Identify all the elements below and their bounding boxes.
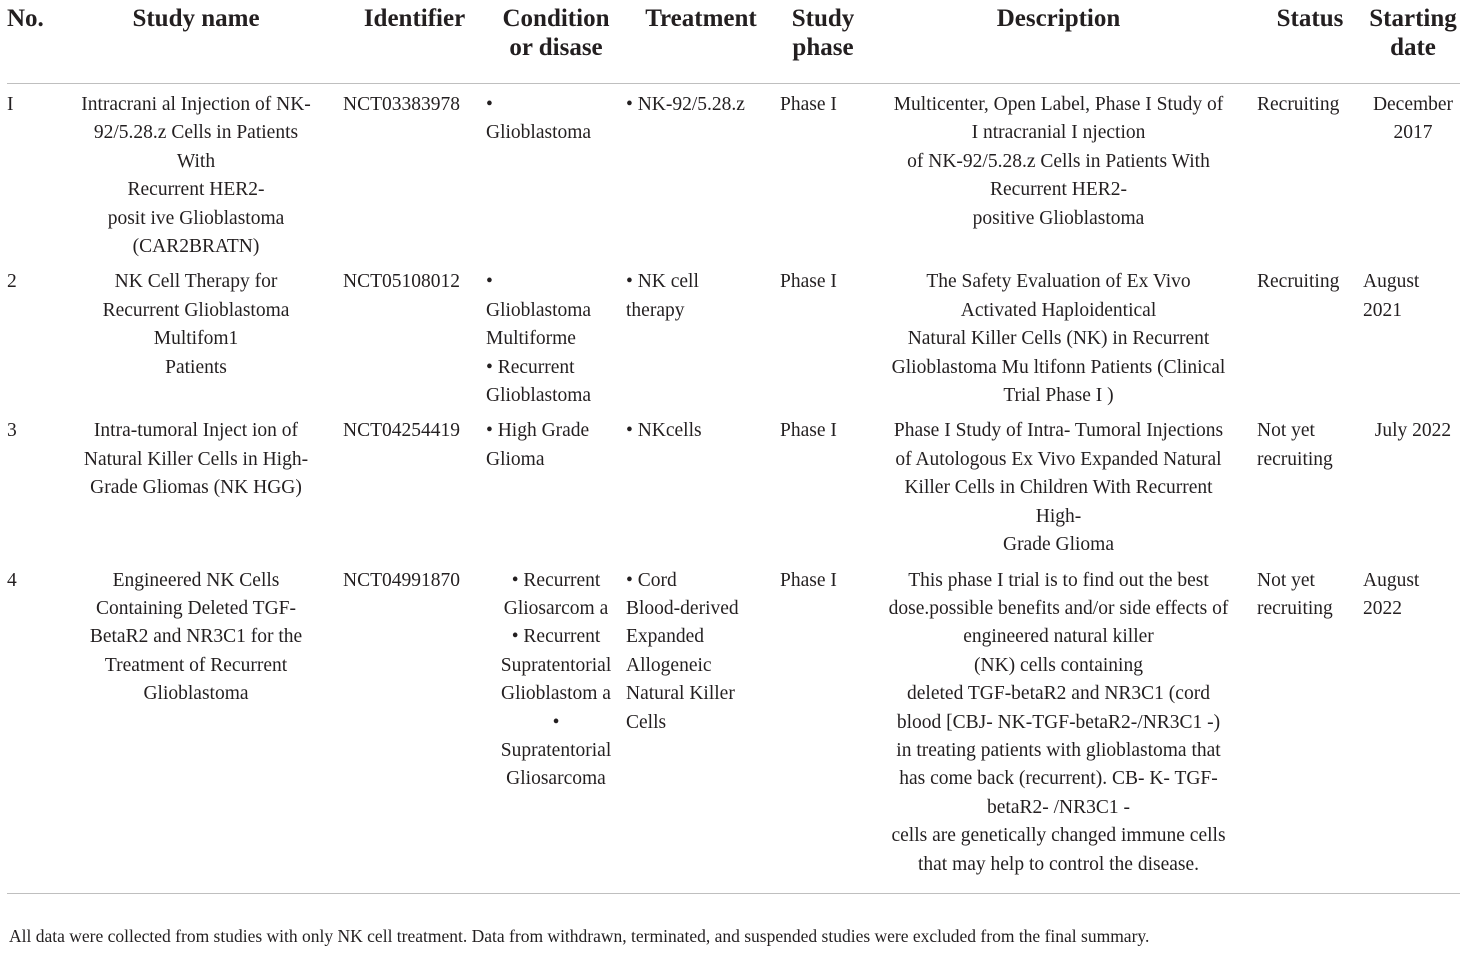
- cell-condition: • Recurrent Gliosarcom a • Recurrent Supratentorial Glioblastom a • Supratentorial Gliosarcoma: [486, 560, 626, 894]
- cell-description: This phase I trial is to find out the best dose.possible benefits and/or side effects of engineered natural killer (NK) cells containing deleted TGF-betaR2 and NR3C1 (cord blood [CBJ- NK-TGF-betaR2-/NR3C1 -) in treating patients with glioblastoma that has come back (recurrent). CB- K- TGF- betaR2- /NR3C1 - cells are genetically changed immune cells that may help to control the disease.: [866, 560, 1251, 894]
- cell-no: 2: [7, 271, 17, 293]
- table-row: [7, 560, 1460, 894]
- cell-identifier: NCT03383978: [343, 94, 460, 115]
- cell-condition: • High Grade Glioma: [486, 420, 590, 470]
- clinical-trials-table: [7, 0, 1460, 894]
- cell-study-phase: Phase I: [776, 560, 866, 894]
- cell-starting-date: August 2022: [1363, 560, 1460, 894]
- header-starting-date: Starting date: [1363, 0, 1460, 84]
- cell-study-phase: Phase I: [780, 271, 837, 293]
- cell-starting-date: December 2017: [1372, 94, 1454, 144]
- cell-study-phase: Phase I: [780, 420, 837, 442]
- cell-no: 4: [7, 560, 57, 894]
- cell-description: Phase I Study of Intra- Tumoral Injections of Autologous Ex Vivo Expanded Natural Killer Cells in Children With Recurrent High- Grade Glioma: [893, 420, 1224, 556]
- cell-study-phase: Phase I: [780, 94, 837, 115]
- cell-status: Not yet recruiting: [1251, 560, 1363, 894]
- cell-condition: • Glioblastoma: [486, 94, 592, 144]
- cell-condition: • Glioblastoma Multiforme • Recurrent Glioblastoma: [486, 271, 592, 407]
- cell-starting-date: August 2021: [1363, 271, 1420, 321]
- cell-study-name: NK Cell Therapy for Recurrent Glioblastoma Multifom1 Patients: [102, 271, 290, 378]
- cell-status: Recruiting: [1257, 271, 1340, 293]
- table-row: [7, 410, 1460, 559]
- cell-treatment: • NK-92/5.28.z: [626, 94, 745, 115]
- table-body: [7, 84, 1460, 894]
- cell-no: 3: [7, 420, 17, 442]
- cell-identifier: NCT05108012: [343, 271, 460, 293]
- cell-identifier: NCT04991870: [335, 560, 486, 894]
- cell-description: The Safety Evaluation of Ex Vivo Activated Haploidentical Natural Killer Cells (NK) in Recurrent Glioblastoma Mu ltifonn Patients (Clinical Trial Phase I ): [891, 271, 1226, 407]
- header-description: Description: [866, 0, 1251, 84]
- cell-identifier: NCT04254419: [343, 420, 460, 442]
- cell-study-name: Intra-tumoral Inject ion of Natural Killer Cells in High- Grade Gliomas (NK HGG): [83, 420, 309, 499]
- table-row: [7, 261, 1460, 410]
- table-row: [7, 84, 1460, 262]
- cell-status: Not yet recruiting: [1257, 420, 1333, 470]
- header-identifier: Identifier: [335, 0, 486, 84]
- header-study-name: Study name: [57, 0, 335, 84]
- header-study-phase: Study phase: [776, 0, 866, 84]
- header-treatment: Treatment: [626, 0, 776, 84]
- header-condition: Condition or disase: [486, 0, 626, 84]
- cell-status: Recruiting: [1257, 94, 1340, 115]
- cell-no: I: [7, 94, 14, 115]
- cell-treatment: • NKcells: [626, 420, 702, 442]
- cell-starting-date: July 2022: [1374, 420, 1452, 442]
- table-footnote: All data were collected from studies with only NK cell treatment. Data from withdrawn, terminated, and suspended studies were excluded from the final summary.: [9, 926, 1150, 946]
- header-status: Status: [1251, 0, 1363, 84]
- clinical-trials-table-container: [7, 0, 1457, 894]
- header-no: No.: [7, 0, 57, 84]
- cell-treatment: • Cord Blood-derived Expanded Allogeneic Natural Killer Cells: [626, 560, 776, 894]
- cell-treatment: • NK cell therapy: [626, 271, 699, 321]
- cell-study-name: Intracrani al Injection of NK- 92/5.28.z Cells in Patients With Recurrent HER2- posit ive Glioblastoma (CAR2BRATN): [81, 94, 311, 258]
- cell-description: Multicenter, Open Label, Phase I Study of I ntracranial I njection of NK-92/5.28.z Cells in Patients With Recurrent HER2- positive Glioblastoma: [893, 94, 1224, 229]
- cell-study-name: Engineered NK Cells Containing Deleted TGF- BetaR2 and NR3C1 for the Treatment of Recurrent Glioblastoma: [57, 560, 335, 894]
- header-row: [7, 0, 1460, 84]
